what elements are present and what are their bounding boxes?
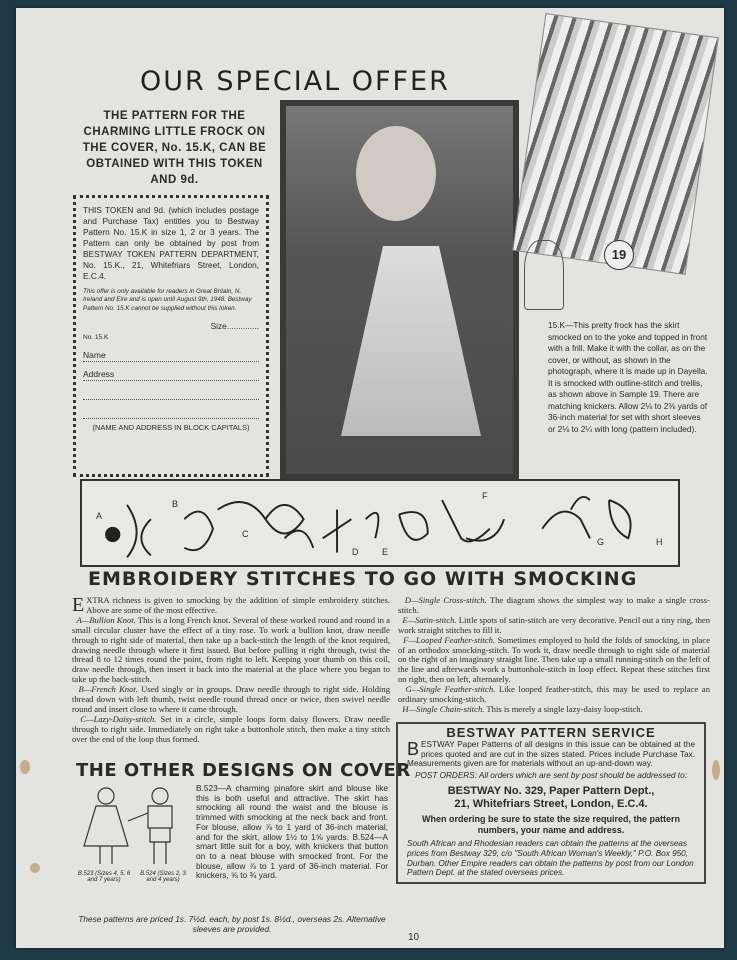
post-orders: POST ORDERS: All orders which are sent by post should be addressed to:: [415, 771, 687, 781]
pattern-service-heading: BESTWAY PATTERN SERVICE: [446, 725, 656, 740]
sample-number-badge: 19: [604, 240, 634, 270]
size-field: Size..............: [210, 320, 259, 331]
caption-boy: B.524 (Sizes 2, 3 and 4 years): [140, 871, 186, 883]
stitch-diagrams: [80, 479, 680, 567]
stitch-name: D—Single Cross-stitch.: [404, 595, 487, 605]
frock-sketch: [524, 240, 564, 310]
embroidery-left-column: [72, 596, 390, 745]
stitch-label-a: A: [96, 511, 103, 521]
page-number: 10: [408, 932, 420, 943]
token-coupon: [73, 195, 269, 477]
children-illustration: [76, 786, 192, 896]
name-field: Name: [83, 350, 259, 362]
frock-description: 15.K—This pretty frock has the skirt smocked on to the yoke and topped in front with a frill. Make it with the collar, as on the cover, or without, as shown in the photograph, where it is made up in Dayella. It is smocked with outline-stitch and trellis, as shown above in Sample 19. There are matching knickers. Allow 2⅛ to 2⅜ yards of 36-inch material for set with short sleeves or 2⅛ to 2¼ with long (pattern included).: [548, 320, 708, 434]
stitch-label-e: E: [382, 547, 389, 557]
address-line-3: [83, 407, 259, 419]
stitch-name: G—Single Feather-stitch.: [405, 684, 496, 695]
stitch-name: F—Looped Feather-stitch.: [403, 634, 496, 645]
ordering-note: When ordering be sure to state the size required, the pattern numbers, your name and address.: [421, 813, 681, 835]
token-number: No. 15.K: [83, 333, 109, 341]
stitch-text: Like looped feather-stitch, this may be used to replace an ordinary smocking-stitch.: [398, 684, 710, 705]
stitch-text: This is merely a single lazy-daisy loop-stitch.: [486, 703, 643, 714]
stitch-name: B—French Knot.: [78, 684, 138, 695]
size-label: Size: [210, 320, 227, 331]
stitch-name: H—Single Chain-stitch.: [402, 703, 485, 714]
stitch-name: E—Satin-stitch.: [402, 614, 457, 625]
stitch-label-b: B: [172, 499, 179, 509]
magazine-page: [16, 8, 724, 948]
stitch-text: The diagram shows the simplest way to make a single cross-stitch.: [398, 595, 710, 615]
token-body: THIS TOKEN and 9d. (which includes postage and Purchase Tax) entitles you to Bestway Pattern No. 15.K in size 1, 2 or 3 years. The Pattern can only be obtained by post from BESTWAY TOKEN PATTERN DEPARTMENT, No. 15.K., 21, Whitefriars Street, London, E.C.4.: [83, 205, 259, 281]
address-line: BESTWAY No. 329, Paper Pattern Dept.,: [447, 784, 655, 797]
embroidery-heading: EMBROIDERY STITCHES TO GO WITH SMOCKING: [88, 568, 638, 590]
other-designs-heading: THE OTHER DESIGNS ON COVER: [76, 760, 411, 781]
offer-intro: THE PATTERN FOR THE CHARMING LITTLE FROCK ON THE COVER, No. 15.K, CAN BE OBTAINED WITH THIS TOKEN AND 9d.: [82, 110, 267, 186]
stitch-label-f: F: [482, 491, 488, 501]
drop-cap: B: [407, 738, 420, 759]
page-title: OUR SPECIAL OFFER: [140, 66, 450, 97]
price-footer: These patterns are priced 1s. 7½d. each, by post 1s. 8½d., overseas 2s. Alternative sleeves are provided.: [78, 914, 386, 934]
stitch-text: This is a long French knot. Several of these worked round and round in a small circular cluster have the effect of a tiny rose. To work a bullion knot, draw needle through to right side of material, then take up a back-stitch the length of the knot required, drawing needle through where it first issued. But before pulling it right through, twist the thread 8 to 12 times round the point, from right to left. Keeping your thumb on this coil, draw needle through, then insert it back into the material at the place where you began to take up the back-stitch.: [72, 614, 390, 685]
stitch-label-g: G: [597, 537, 605, 547]
token-note: This offer is only available for readers in Great Britain, N. Ireland and Eire and is open until August 9th, 1948. Bestway Pattern No. 15.K cannot be supplied without this token.: [83, 288, 252, 312]
pattern-service-box: [396, 722, 706, 884]
stitch-text: Set in a circle, simple loops form daisy flowers. Draw needle through to right side. Immediately on right take a buttonhole stitch, then make a tiny stitch over the end of the loop thus formed.: [72, 713, 390, 744]
stitch-text: Sometimes employed to hold the folds of smocking, in place of an orthodox smocking-stitch. To work it, draw needle through to right side of material on the right of an imaginary straight line. Then take up a small running-stitch on the left of the line and afterwards work a buttonhole-stitch in loop effect. Repeat these stitches first on right, then on left, alternately.: [398, 634, 711, 685]
address-field: Address: [83, 369, 259, 381]
overseas-note: South African and Rhodesian readers can obtain the patterns at the overseas prices from Bestway 329, c/o "South African Woman's Weekly," P.O. Box 950, Durban. Other Empire readers can obtain the patterns by post from our London Pattern Dept. at the stated overseas prices.: [407, 838, 694, 878]
token-footer: (NAME AND ADDRESS IN BLOCK CAPITALS): [92, 422, 250, 432]
stitch-text: Little spots of satin-stitch are very decorative. Pencil out a tiny ring, then work straight stitches to fill it.: [398, 614, 711, 635]
address-line: 21, Whitefriars Street, London, E.C.4.: [454, 797, 648, 810]
stitch-name: C—Lazy-Daisy-stitch.: [80, 713, 157, 724]
stitch-label-h: H: [656, 537, 663, 547]
stitch-label-d: D: [352, 547, 359, 557]
child-photo: [280, 100, 519, 480]
drop-cap: E: [72, 594, 85, 616]
stitch-text: Used singly or in groups. Draw needle through to right side. Holding thread down with left thumb, twist needle round thread once or twice, then swivel needle round and insert close to where it came through.: [72, 684, 391, 714]
pattern-service-body: ESTWAY Paper Patterns of all designs in this issue can be obtained at the prices quoted and are cut in the sizes stated. Prices include Purchase Tax. Measurements given are for materials without an up-and-down way.: [407, 739, 695, 769]
stitch-name: A—Bullion Knot.: [76, 614, 136, 625]
stitch-label-c: C: [242, 529, 249, 539]
address-line-2: [83, 388, 259, 400]
smocking-sample-photo: [512, 13, 719, 275]
embroidery-intro: XTRA richness is given to smocking by the addition of simple embroidery stitches. Above are some of the most effective.: [86, 595, 390, 615]
embroidery-right-column: [398, 596, 710, 715]
caption-girl: B.523 (Sizes 4, 5, 6 and 7 years): [77, 871, 131, 883]
other-designs-text: B.523—A charming pinafore skirt and blouse like this is both useful and attractive. The skirt has smocking all round the waist and the blouse is trimmed with smocking at the neck back and front. For blouse, allow ⅞ to 1 yard of 36-inch material, and for the skirt, allow 1½ to 1⅝ yards. B.524—A smart little suit for a boy, with knickers that button on to a neat blouse with smocked front. For the blouse, allow ⅞ to 1 yard of 36-inch material. For knickers, ⅝ to ¾ yard.: [196, 783, 388, 881]
